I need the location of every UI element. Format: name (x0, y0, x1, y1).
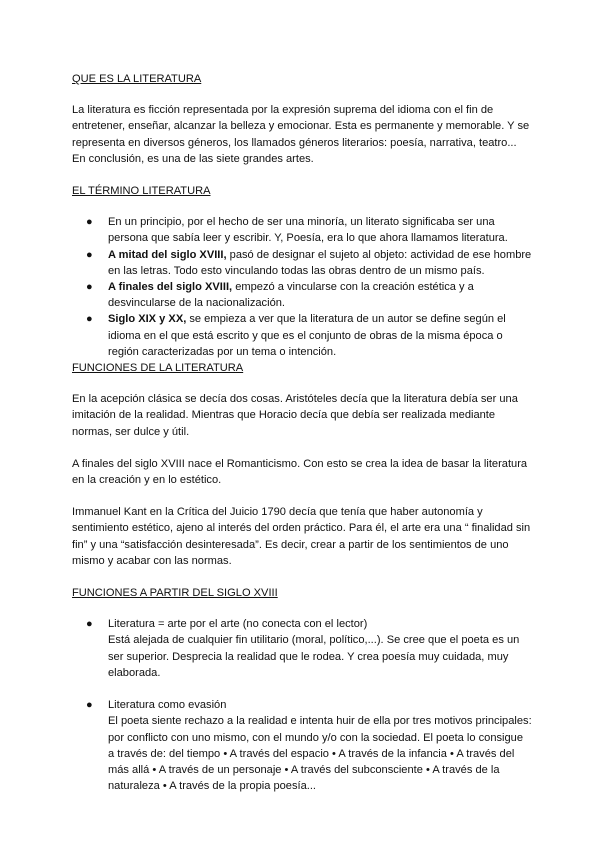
funcion-list-2 (72, 697, 532, 713)
section-heading-termino: EL TÉRMINO LITERATURA (72, 185, 211, 198)
bullet-icon: ● (86, 618, 93, 631)
paragraph-romanticismo: A finales del siglo XVIII nace el Romanticismo. Con esto se crea la idea de basar la literatura en la creación y en lo estético. (72, 457, 528, 487)
document-content (72, 71, 532, 810)
list-item-text: pasó de designar el sujeto al objeto: actividad de ese hombre en las letras. Todo esto vinculando todas las obras dentro de un mismo país. (108, 248, 532, 277)
list-item-text: empezó a vincularse con la creación estética y a desvincularse de la nacionalización. (108, 281, 474, 310)
list-item-label: Literatura = arte por el arte (no conecta con el lector) (108, 618, 368, 631)
funcion-list-1 (72, 616, 532, 632)
paragraph-definition: La literatura es ficción representada por la expresión suprema del idioma con el fin de entretener, enseñar, alcanzar la belleza y emocionar. Esta es permanente y memorable. Y se representa en diversos géneros, los llamados géneros literarios: poesía, narrativa, teatro... En conclusión, es una de las siete grandes artes. (72, 104, 530, 165)
list-item-text: se empieza a ver que la literatura de un autor se define según el idioma en el que está escrito y que es el conjunto de obras de la misma época o región caracterizadas por un tema o intención. (108, 313, 506, 358)
termino-list (72, 214, 532, 360)
list-item (72, 247, 532, 279)
paragraph-clasica: En la acepción clásica se decía dos cosas. Aristóteles decía que la literatura debía ser una imitación de la realidad. Mientras que Horacio decía que debía ser realizada mediante normas, ser dulce y útil. (72, 393, 518, 438)
list-item (72, 311, 532, 360)
bullet-icon: ● (86, 216, 93, 229)
bullet-icon: ● (86, 699, 93, 712)
paragraph-kant: Immanuel Kant en la Crítica del Juicio 1790 decía que tenía que haber autonomía y sentimiento estético, ajeno al interés del orden práctico. Para él, el arte era una “ finalidad sin fin” y una “satisfacción desinteresada”. Es decir, crear a partir de los sentimientos de uno mismo y acabar con las normas. (72, 506, 531, 567)
funcion-description-2: El poeta siente rechazo a la realidad e intenta huir de ella por tres motivos principales: por conflicto con uno mismo, con el mundo y/o con la sociedad. El poeta lo consigue a través de: del tiempo • A través del espacio • A través de la infancia • A través del más allá • A través de un personaje • A través del subconsciente • A través de la naturaleza • A través de la propia poesía... (108, 715, 532, 793)
section-heading-funciones: FUNCIONES DE LA LITERATURA (72, 362, 244, 375)
list-item-label: Literatura como evasión (108, 699, 227, 712)
list-item-text: En un principio, por el hecho de ser una minoría, un literato significaba ser una persona que sabía leer y escribir. Y, Poesía, era lo que ahora llamamos literatura. (108, 216, 508, 245)
list-item (72, 616, 532, 632)
list-item (72, 214, 532, 246)
bullet-icon: ● (86, 248, 93, 261)
funcion-description-1: Está alejada de cualquier fin utilitario (moral, político,...). Se cree que el poeta es un ser superior. Desprecia la realidad que le rodea. Y crea poesía muy cuidada, muy elaborada. (108, 634, 520, 679)
section-heading-que-es: QUE ES LA LITERATURA (72, 73, 202, 85)
list-item (72, 279, 532, 311)
bullet-icon: ● (86, 313, 93, 326)
list-item-bold: Siglo XIX y XX, (108, 313, 187, 326)
list-item-bold: A mitad del siglo XVIII, (108, 248, 227, 261)
section-heading-funciones-siglo-xviii: FUNCIONES A PARTIR DEL SIGLO XVIII (72, 587, 278, 600)
bullet-icon: ● (86, 281, 93, 294)
list-item (72, 697, 532, 713)
list-item-bold: A finales del siglo XVIII, (108, 281, 233, 294)
